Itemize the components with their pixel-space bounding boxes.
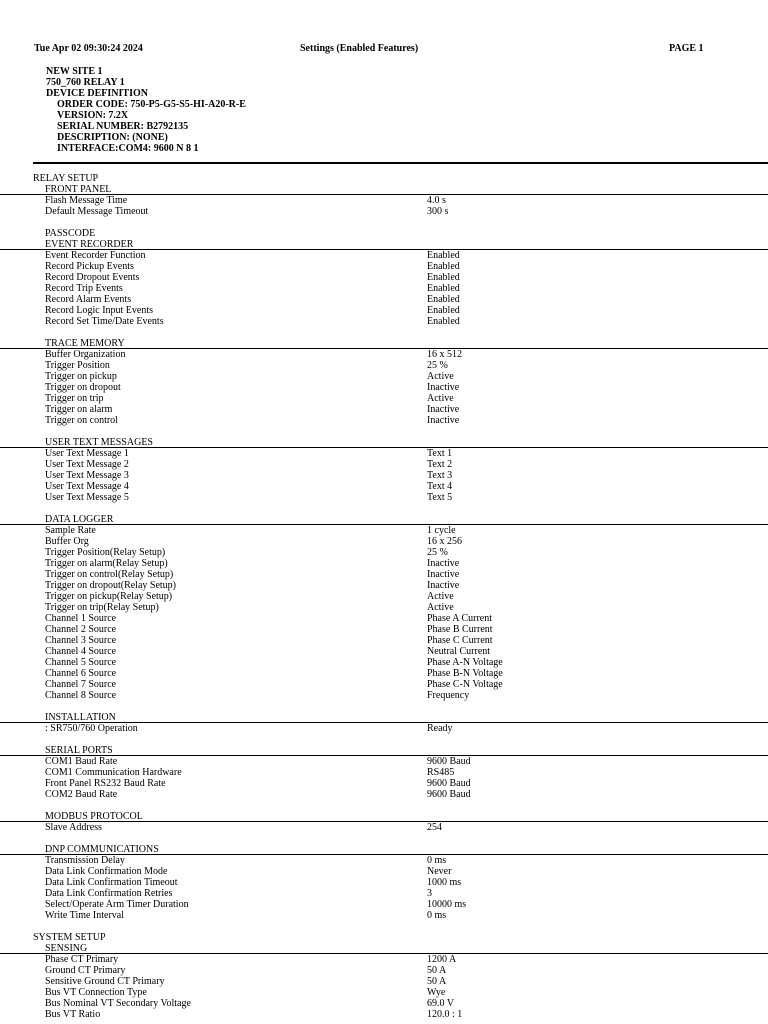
setting-rows bbox=[0, 195, 768, 217]
setting-row bbox=[0, 954, 768, 965]
subsection-title: INSTALLATION bbox=[0, 712, 768, 723]
device-definition-heading: DEVICE DEFINITION bbox=[46, 88, 148, 99]
setting-rows bbox=[0, 250, 768, 327]
setting-label: Front Panel RS232 Baud Rate bbox=[45, 778, 166, 789]
setting-label: Bus Nominal VT Secondary Voltage bbox=[45, 998, 191, 1009]
setting-row bbox=[0, 195, 768, 206]
setting-row bbox=[0, 668, 768, 679]
setting-label: Record Set Time/Date Events bbox=[45, 316, 164, 327]
order-code: ORDER CODE: 750-P5-G5-S5-HI-A20-R-E bbox=[57, 99, 246, 110]
setting-row bbox=[0, 888, 768, 899]
setting-row bbox=[0, 822, 768, 833]
setting-rows bbox=[0, 349, 768, 426]
setting-label: Channel 7 Source bbox=[45, 679, 117, 690]
setting-rows bbox=[0, 525, 768, 701]
spacer bbox=[0, 833, 768, 844]
setting-label: Flash Message Time bbox=[45, 195, 128, 206]
section-title: SYSTEM SETUP bbox=[33, 932, 106, 943]
setting-value: Phase C-N Voltage bbox=[427, 679, 503, 690]
setting-label: Select/Operate Arm Timer Duration bbox=[45, 899, 189, 910]
setting-value: 50 A bbox=[427, 976, 447, 987]
setting-row bbox=[0, 250, 768, 261]
setting-label: Data Link Confirmation Retries bbox=[45, 888, 173, 899]
setting-rows bbox=[0, 855, 768, 921]
setting-value: 25 % bbox=[427, 360, 448, 371]
setting-row bbox=[0, 998, 768, 1009]
setting-row bbox=[0, 965, 768, 976]
setting-value: 9600 Baud bbox=[427, 778, 471, 789]
setting-value: 16 x 512 bbox=[427, 349, 462, 360]
setting-label: Trigger on control(Relay Setup) bbox=[45, 569, 174, 580]
setting-label: User Text Message 4 bbox=[45, 481, 129, 492]
setting-value: 4.0 s bbox=[427, 195, 446, 206]
setting-row bbox=[0, 855, 768, 866]
setting-value: 120.0 : 1 bbox=[427, 1009, 463, 1020]
setting-value: Inactive bbox=[427, 404, 460, 415]
setting-label: User Text Message 2 bbox=[45, 459, 129, 470]
setting-label: Record Trip Events bbox=[45, 283, 123, 294]
relay-name: 750_760 RELAY 1 bbox=[46, 77, 125, 88]
subsection-title: SENSING bbox=[0, 943, 768, 954]
setting-label: Channel 4 Source bbox=[45, 646, 117, 657]
setting-label: Channel 1 Source bbox=[45, 613, 117, 624]
setting-label: Phase CT Primary bbox=[45, 954, 119, 965]
setting-row bbox=[0, 635, 768, 646]
setting-row bbox=[0, 877, 768, 888]
setting-label: Data Link Confirmation Timeout bbox=[45, 877, 178, 888]
setting-label: Sensitive Ground CT Primary bbox=[45, 976, 165, 987]
setting-label: Channel 2 Source bbox=[45, 624, 117, 635]
setting-rows bbox=[0, 822, 768, 833]
setting-label: User Text Message 5 bbox=[45, 492, 129, 503]
setting-value: 9600 Baud bbox=[427, 756, 471, 767]
device-info-block bbox=[46, 66, 246, 154]
setting-row bbox=[0, 624, 768, 635]
setting-row bbox=[0, 272, 768, 283]
setting-label: COM1 Communication Hardware bbox=[45, 767, 182, 778]
setting-row bbox=[0, 492, 768, 503]
setting-label: Trigger on dropout bbox=[45, 382, 121, 393]
setting-row bbox=[0, 723, 768, 734]
description: DESCRIPTION: (NONE) bbox=[57, 132, 168, 143]
setting-row bbox=[0, 690, 768, 701]
setting-value: Phase A Current bbox=[427, 613, 492, 624]
setting-value: 254 bbox=[427, 822, 442, 833]
setting-label: Sample Rate bbox=[45, 525, 96, 536]
setting-value: Inactive bbox=[427, 415, 460, 426]
setting-label: Slave Address bbox=[45, 822, 102, 833]
report-datetime: Tue Apr 02 09:30:24 2024 bbox=[34, 43, 143, 54]
site-name: NEW SITE 1 bbox=[46, 66, 103, 77]
setting-row bbox=[0, 657, 768, 668]
setting-value: 16 x 256 bbox=[427, 536, 462, 547]
setting-value: Never bbox=[427, 866, 452, 877]
setting-label: Ground CT Primary bbox=[45, 965, 126, 976]
setting-row bbox=[0, 294, 768, 305]
setting-label: Trigger on pickup(Relay Setup) bbox=[45, 591, 173, 602]
subsection-title: USER TEXT MESSAGES bbox=[0, 437, 768, 448]
setting-row bbox=[0, 580, 768, 591]
setting-value: Active bbox=[427, 393, 454, 404]
setting-value: Text 3 bbox=[427, 470, 453, 481]
subsection-title: EVENT RECORDER bbox=[0, 239, 768, 250]
setting-row bbox=[0, 393, 768, 404]
setting-rows bbox=[0, 448, 768, 503]
setting-label: COM2 Baud Rate bbox=[45, 789, 118, 800]
setting-value: 1 cycle bbox=[427, 525, 456, 536]
setting-row bbox=[0, 415, 768, 426]
setting-value: Inactive bbox=[427, 580, 460, 591]
subsection-title: MODBUS PROTOCOL bbox=[0, 811, 768, 822]
setting-label: Trigger on trip(Relay Setup) bbox=[45, 602, 159, 613]
setting-value: 69.0 V bbox=[427, 998, 455, 1009]
subsection-title: SERIAL PORTS bbox=[0, 745, 768, 756]
setting-row bbox=[0, 349, 768, 360]
setting-row bbox=[0, 569, 768, 580]
setting-row bbox=[0, 316, 768, 327]
setting-label: Trigger Position bbox=[45, 360, 110, 371]
setting-value: Phase B Current bbox=[427, 624, 493, 635]
serial-number: SERIAL NUMBER: B2792135 bbox=[57, 121, 189, 132]
setting-label: Write Time Interval bbox=[45, 910, 125, 921]
subsection-title: PASSCODE bbox=[45, 228, 96, 239]
setting-value: Enabled bbox=[427, 316, 460, 327]
setting-row bbox=[0, 910, 768, 921]
setting-label: Trigger on alarm(Relay Setup) bbox=[45, 558, 168, 569]
version: VERSION: 7.2X bbox=[57, 110, 129, 121]
setting-label: : SR750/760 Operation bbox=[45, 723, 138, 734]
setting-value: Enabled bbox=[427, 305, 460, 316]
setting-value: 50 A bbox=[427, 965, 447, 976]
setting-label: Data Link Confirmation Mode bbox=[45, 866, 168, 877]
setting-value: Enabled bbox=[427, 261, 460, 272]
setting-row bbox=[0, 305, 768, 316]
setting-label: Trigger on trip bbox=[45, 393, 104, 404]
setting-value: Frequency bbox=[427, 690, 470, 701]
setting-row bbox=[0, 481, 768, 492]
setting-value: Neutral Current bbox=[427, 646, 491, 657]
setting-label: Trigger on pickup bbox=[45, 371, 117, 382]
setting-row bbox=[0, 613, 768, 624]
setting-label: Buffer Org bbox=[45, 536, 89, 547]
setting-row bbox=[0, 547, 768, 558]
spacer bbox=[0, 217, 768, 228]
setting-label: Trigger on alarm bbox=[45, 404, 113, 415]
setting-label: Channel 8 Source bbox=[45, 690, 117, 701]
setting-label: Bus VT Ratio bbox=[45, 1009, 101, 1020]
setting-label: Record Pickup Events bbox=[45, 261, 134, 272]
spacer bbox=[0, 503, 768, 514]
setting-value: Enabled bbox=[427, 294, 460, 305]
spacer bbox=[0, 327, 768, 338]
setting-label: Bus VT Connection Type bbox=[45, 987, 147, 998]
setting-value: Ready bbox=[427, 723, 453, 734]
setting-value: 1000 ms bbox=[427, 877, 462, 888]
subsection-title: FRONT PANEL bbox=[0, 184, 768, 195]
settings-body bbox=[0, 173, 768, 1020]
setting-label: Trigger on control bbox=[45, 415, 118, 426]
setting-label: User Text Message 1 bbox=[45, 448, 129, 459]
subsection-title: TRACE MEMORY bbox=[0, 338, 768, 349]
setting-value: 0 ms bbox=[427, 855, 447, 866]
interface: INTERFACE:COM4: 9600 N 8 1 bbox=[57, 143, 199, 154]
setting-label: Channel 6 Source bbox=[45, 668, 117, 679]
setting-value: Phase A-N Voltage bbox=[427, 657, 503, 668]
spacer bbox=[0, 701, 768, 712]
setting-value: Text 5 bbox=[427, 492, 453, 503]
setting-value: 0 ms bbox=[427, 910, 447, 921]
setting-row bbox=[0, 283, 768, 294]
setting-row bbox=[0, 404, 768, 415]
setting-value: 9600 Baud bbox=[427, 789, 471, 800]
setting-label: Record Alarm Events bbox=[45, 294, 132, 305]
setting-value: 1200 A bbox=[427, 954, 457, 965]
setting-row bbox=[0, 679, 768, 690]
setting-label: Trigger on dropout(Relay Setup) bbox=[45, 580, 177, 591]
setting-value: Active bbox=[427, 371, 454, 382]
setting-value: Active bbox=[427, 602, 454, 613]
setting-label: Event Recorder Function bbox=[45, 250, 146, 261]
setting-row bbox=[0, 558, 768, 569]
setting-row bbox=[0, 899, 768, 910]
setting-value: Enabled bbox=[427, 283, 460, 294]
setting-label: Channel 5 Source bbox=[45, 657, 117, 668]
setting-row bbox=[0, 866, 768, 877]
setting-row bbox=[0, 778, 768, 789]
setting-row bbox=[0, 987, 768, 998]
spacer bbox=[0, 734, 768, 745]
setting-label: Channel 3 Source bbox=[45, 635, 117, 646]
setting-rows bbox=[0, 723, 768, 734]
setting-row bbox=[0, 756, 768, 767]
setting-row bbox=[0, 602, 768, 613]
setting-value: Text 4 bbox=[427, 481, 453, 492]
spacer bbox=[0, 921, 768, 932]
setting-row bbox=[0, 646, 768, 657]
setting-row bbox=[0, 448, 768, 459]
setting-label: User Text Message 3 bbox=[45, 470, 129, 481]
subsection-title: DNP COMMUNICATIONS bbox=[0, 844, 768, 855]
section-title: RELAY SETUP bbox=[33, 173, 99, 184]
subsection-title: DATA LOGGER bbox=[0, 514, 768, 525]
setting-value: Active bbox=[427, 591, 454, 602]
setting-value: Enabled bbox=[427, 272, 460, 283]
setting-row bbox=[0, 591, 768, 602]
setting-label: Record Dropout Events bbox=[45, 272, 140, 283]
spacer bbox=[0, 800, 768, 811]
setting-value: Inactive bbox=[427, 558, 460, 569]
setting-value: Text 2 bbox=[427, 459, 453, 470]
setting-label: Transmission Delay bbox=[45, 855, 125, 866]
setting-value: 25 % bbox=[427, 547, 448, 558]
setting-row bbox=[0, 470, 768, 481]
setting-value: Wye bbox=[427, 987, 446, 998]
setting-value: Inactive bbox=[427, 569, 460, 580]
setting-row bbox=[0, 206, 768, 217]
setting-value: Phase B-N Voltage bbox=[427, 668, 503, 679]
setting-value: Text 1 bbox=[427, 448, 453, 459]
setting-row bbox=[0, 371, 768, 382]
setting-label: Record Logic Input Events bbox=[45, 305, 154, 316]
setting-value: RS485 bbox=[427, 767, 455, 778]
setting-value: 3 bbox=[427, 888, 432, 899]
setting-value: 10000 ms bbox=[427, 899, 467, 910]
setting-rows bbox=[0, 954, 768, 1020]
setting-value: Enabled bbox=[427, 250, 460, 261]
report-title: Settings (Enabled Features) bbox=[300, 43, 419, 54]
setting-value: 300 s bbox=[427, 206, 449, 217]
header-divider bbox=[33, 162, 768, 164]
setting-row bbox=[0, 789, 768, 800]
setting-label: Buffer Organization bbox=[45, 349, 126, 360]
setting-label: Trigger Position(Relay Setup) bbox=[45, 547, 166, 558]
setting-row bbox=[0, 1009, 768, 1020]
setting-row bbox=[0, 976, 768, 987]
page-number: PAGE 1 bbox=[669, 43, 704, 54]
setting-row bbox=[0, 767, 768, 778]
setting-row bbox=[0, 536, 768, 547]
setting-value: Inactive bbox=[427, 382, 460, 393]
setting-label: Default Message Timeout bbox=[45, 206, 149, 217]
spacer bbox=[0, 426, 768, 437]
setting-row bbox=[0, 525, 768, 536]
setting-rows bbox=[0, 756, 768, 800]
setting-row bbox=[0, 459, 768, 470]
setting-value: Phase C Current bbox=[427, 635, 493, 646]
setting-row bbox=[0, 261, 768, 272]
setting-row bbox=[0, 382, 768, 393]
setting-label: COM1 Baud Rate bbox=[45, 756, 118, 767]
setting-row bbox=[0, 360, 768, 371]
